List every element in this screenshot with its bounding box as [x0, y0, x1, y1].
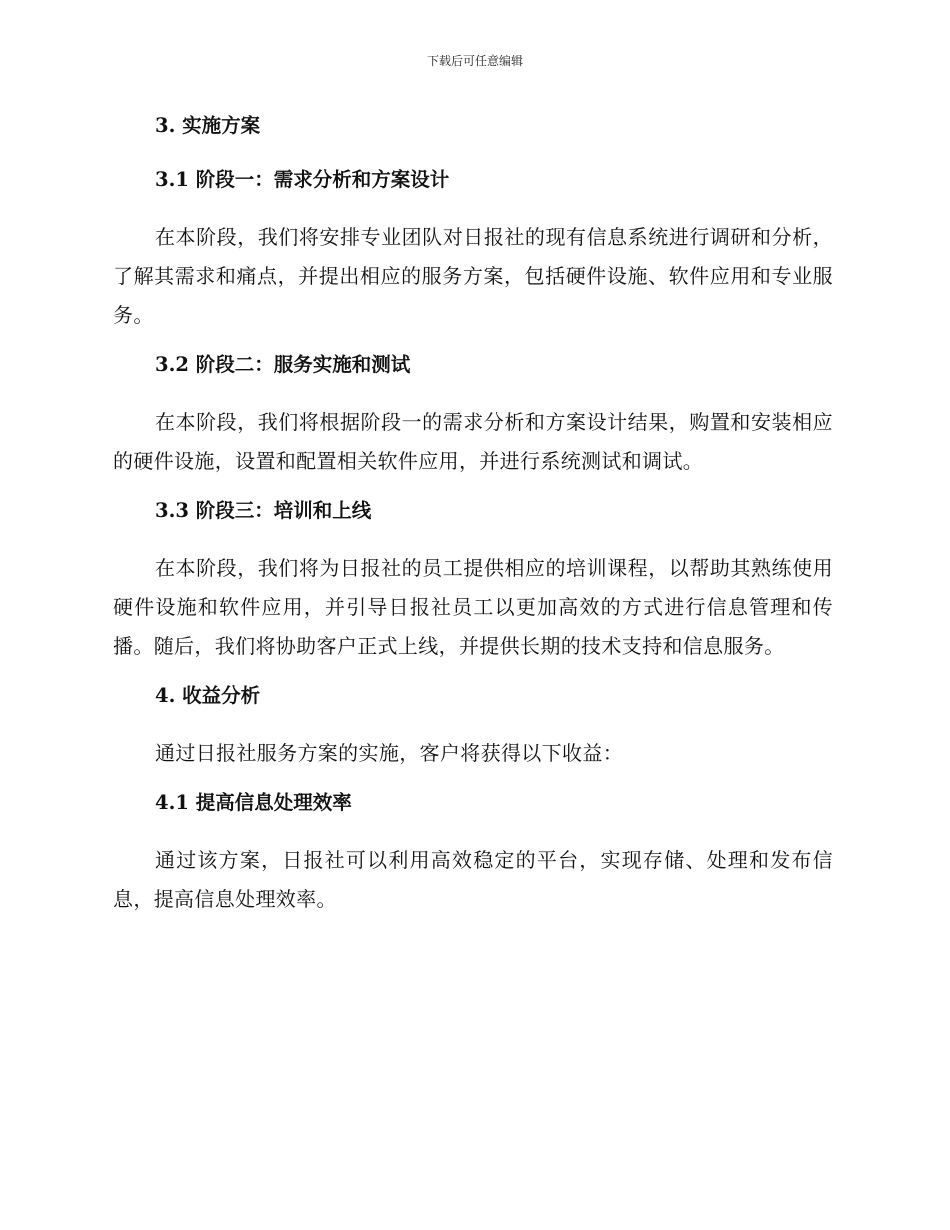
paragraph-phase-1: 在本阶段，我们将安排专业团队对日报社的现有信息系统进行调研和分析，了解其需求和痛点，并提出相应的服务方案，包括硬件设施、软件应用和专业服务。: [113, 225, 833, 327]
section-heading-phase-2: 3.2 阶段二：服务实施和测试: [155, 353, 411, 376]
paragraph-phase-3: 在本阶段，我们将为日报社的员工提供相应的培训课程，以帮助其熟练使用硬件设施和软件应用，并引导日报社员工以更加高效的方式进行信息管理和传播。随后，我们将协助客户正式上线，并提供长期的技术支持和信息服务。: [113, 556, 833, 658]
section-heading-implementation: 3. 实施方案: [155, 114, 261, 137]
paragraph-efficiency: 通过该方案，日报社可以利用高效稳定的平台，实现存储、处理和发布信息，提高信息处理效率。: [113, 848, 833, 911]
section-heading-phase-1: 3.1 阶段一：需求分析和方案设计: [155, 168, 450, 191]
paragraph-benefits-intro: 通过日报社服务方案的实施，客户将获得以下收益：: [155, 741, 624, 765]
document-body: [113, 110, 833, 919]
page-header: 下载后可任意编辑: [426, 54, 523, 68]
section-heading-phase-3: 3.3 阶段三：培训和上线: [155, 499, 372, 522]
section-heading-efficiency: 4.1 提高信息处理效率: [155, 791, 352, 814]
paragraph-phase-2: 在本阶段，我们将根据阶段一的需求分析和方案设计结果，购置和安装相应的硬件设施，设置和配置相关软件应用，并进行系统测试和调试。: [113, 410, 833, 473]
section-heading-benefits: 4. 收益分析: [155, 684, 261, 707]
